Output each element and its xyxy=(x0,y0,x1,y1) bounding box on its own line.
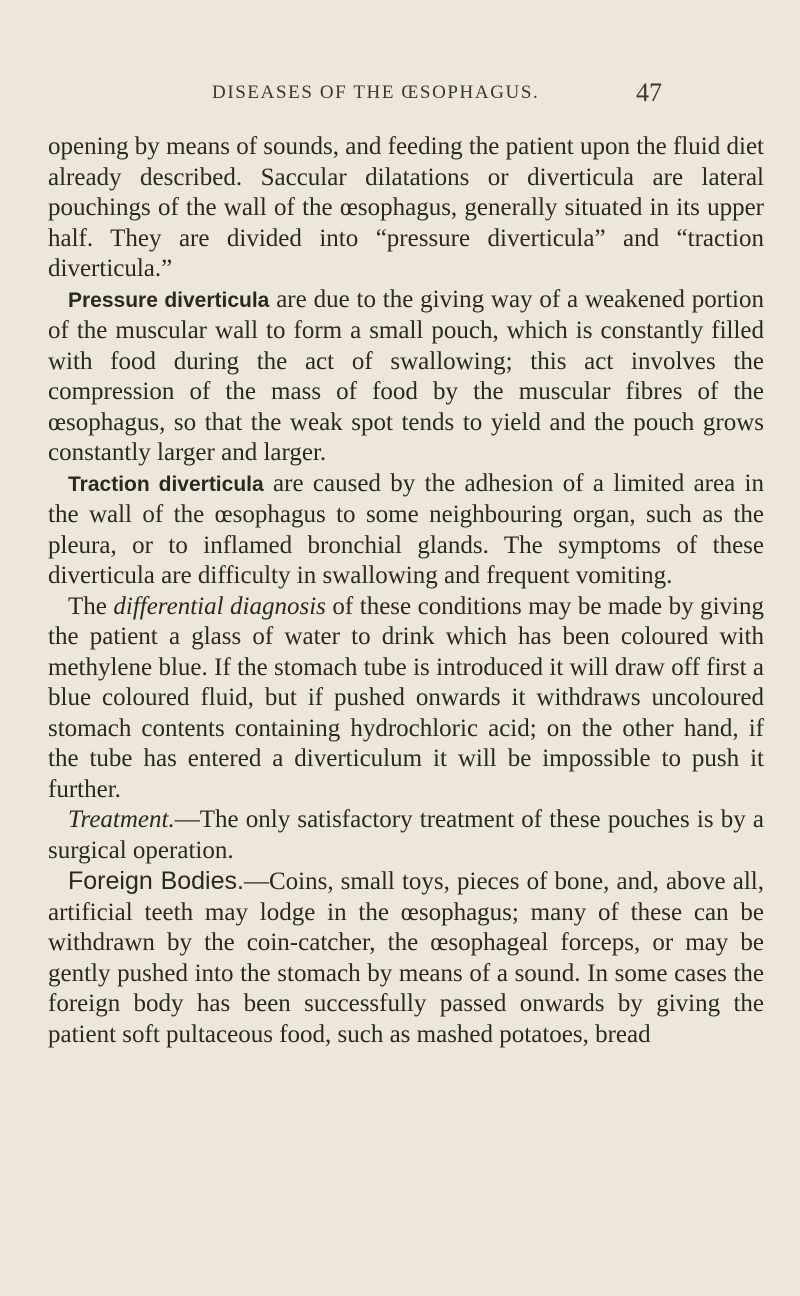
paragraph-text: The xyxy=(68,592,114,620)
paragraph-text: —Coins, small toys, pieces of bone, and, above all, artificial teeth may lodge in the œsophagus; many of these can be withdrawn by the coin-catcher, the œsophageal forceps, or may be gently pushed into the stomach by means of a sound. In some cases the foreign body has been successfully passed onwards by giving the patient soft pultaceous food, such as mashed potatoes, bread xyxy=(48,868,764,1048)
paragraph-traction-diverticula xyxy=(48,469,764,592)
italic-term-differential-diagnosis: differential diagnosis xyxy=(113,592,326,620)
paragraph-text: are caused by the adhesion of a limited area in the wall of the œsophagus to some neighbouring organ, such as the pleura, or to inflamed bronchial glands. The symptoms of these diverticula are difficulty in swallowing and frequent vomiting. xyxy=(48,469,764,589)
page-number: 47 xyxy=(636,78,662,107)
paragraph-text: of these conditions may be made by giving the patient a glass of water to drink which has been coloured with methylene blue. If the stomach tube is introduced it will draw off first a blue coloured fluid, but if pushed onwards it withdraws uncoloured stomach contents containing hydrochloric acid; on the other hand, if the tube has entered a diverticulum it will be impossible to push it further. xyxy=(48,592,764,803)
page-header xyxy=(0,78,800,114)
paragraph-differential-diagnosis xyxy=(48,592,764,806)
paragraph-opening xyxy=(48,132,764,285)
paragraph-foreign-bodies xyxy=(48,866,764,1050)
section-head-pressure-diverticula: Pressure diverticula xyxy=(68,288,270,312)
italic-term-treatment: Treatment. xyxy=(68,806,175,833)
paragraph-text: —The only satisfactory treatment of these pouches is by a surgical operation. xyxy=(48,806,764,864)
paragraph-text: are due to the giving way of a weakened portion of the muscular wall to form a small pouch, which is constantly filled with food during the act of swallowing; this act involves the compression of the mass of food by the muscular fibres of the œsophagus, so that the weak spot tends to yield and the pouch grows constantly larger and larger. xyxy=(48,285,764,466)
section-head-traction-diverticula: Traction diverticula xyxy=(68,472,264,496)
paragraph-text: opening by means of sounds, and feeding the patient upon the fluid diet already described. Saccular dilatations or diverticula are lateral pouchings of the wall of the œsophagus, generally situated in its upper half. They are divided into “pressure diverticula” and “traction diverticula.” xyxy=(48,133,764,282)
paragraph-pressure-diverticula xyxy=(48,285,764,469)
body-text xyxy=(48,132,764,1050)
running-head: DISEASES OF THE ŒSOPHAGUS. xyxy=(212,82,540,103)
paragraph-treatment xyxy=(48,805,764,866)
section-head-foreign-bodies: Foreign Bodies. xyxy=(68,867,244,895)
